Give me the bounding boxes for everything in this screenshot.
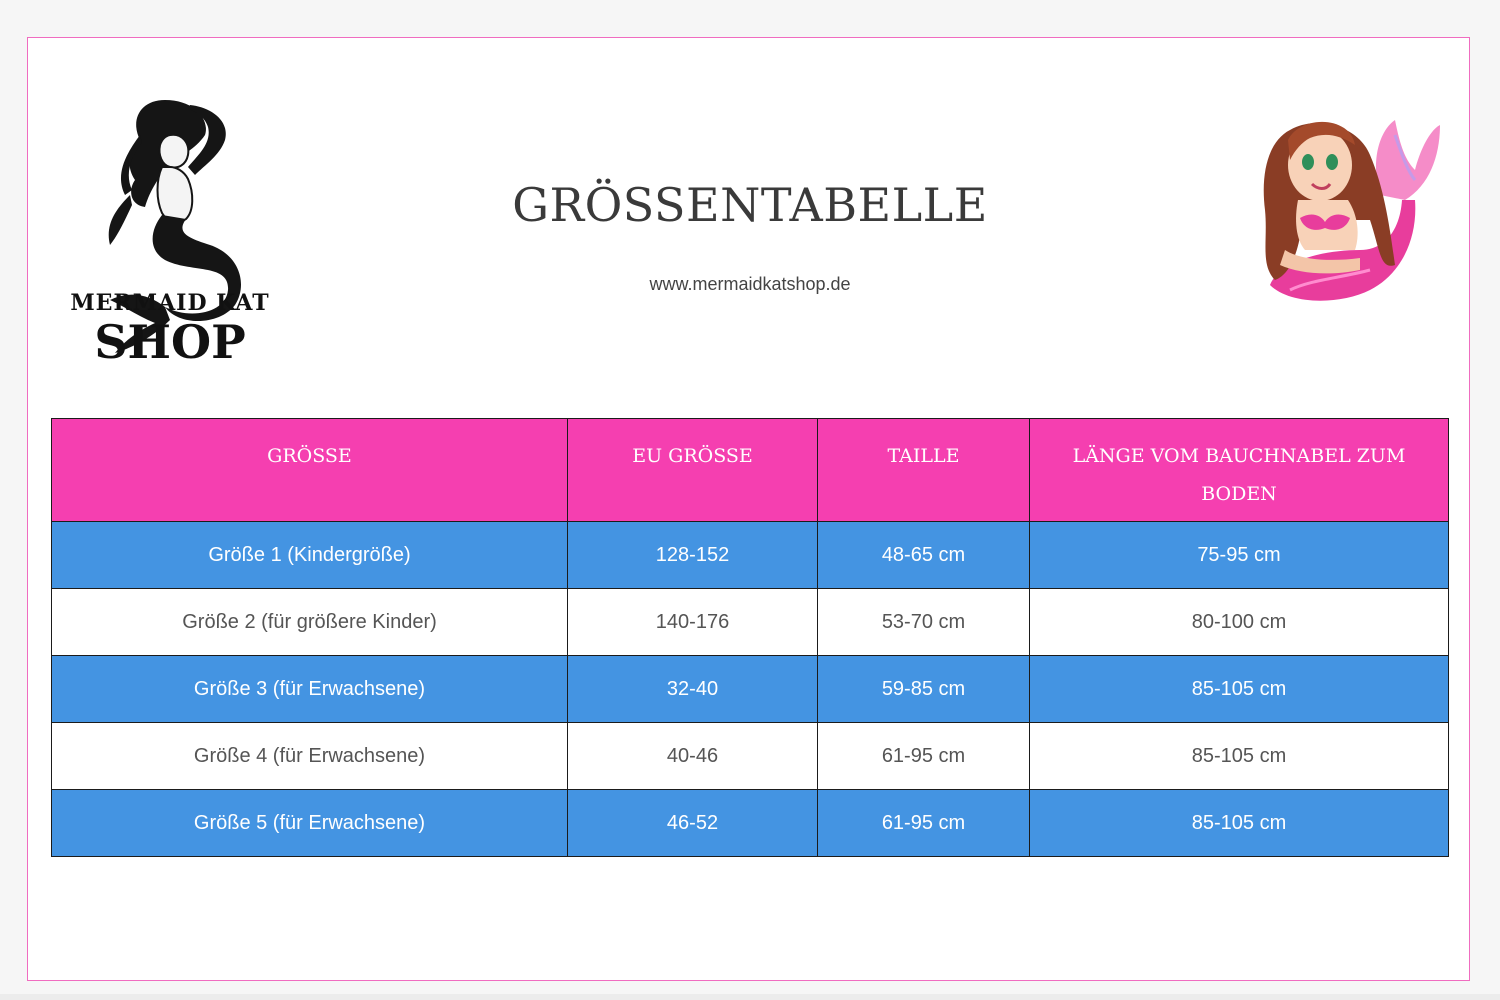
cell-size: Größe 5 (für Erwachsene) bbox=[52, 790, 568, 857]
cell-waist: 48-65 cm bbox=[818, 522, 1030, 589]
table-header-row bbox=[52, 419, 1449, 522]
cell-size: Größe 4 (für Erwachsene) bbox=[52, 723, 568, 790]
cell-length: 80-100 cm bbox=[1030, 589, 1449, 656]
cell-size: Größe 1 (Kindergröße) bbox=[52, 522, 568, 589]
table-row bbox=[52, 656, 1449, 723]
logo-subtitle: SHOP bbox=[94, 315, 246, 369]
column-header-length: LÄNGE VOM BAUCHNABEL ZUM BODEN bbox=[1030, 419, 1449, 522]
cell-length: 85-105 cm bbox=[1030, 656, 1449, 723]
cell-size: Größe 2 (für größere Kinder) bbox=[52, 589, 568, 656]
cell-eu-size: 40-46 bbox=[568, 723, 818, 790]
cell-waist: 61-95 cm bbox=[818, 723, 1030, 790]
cell-eu-size: 140-176 bbox=[568, 589, 818, 656]
column-header-waist: TAILLE bbox=[818, 419, 1030, 522]
column-header-size: GRÖSSE bbox=[52, 419, 568, 522]
logo-title: MERMAID KAT bbox=[70, 290, 270, 316]
table-row bbox=[52, 589, 1449, 656]
cell-eu-size: 46-52 bbox=[568, 790, 818, 857]
cell-eu-size: 128-152 bbox=[568, 522, 818, 589]
column-header-eu-size: EU GRÖSSE bbox=[568, 419, 818, 522]
cell-waist: 53-70 cm bbox=[818, 589, 1030, 656]
table-row bbox=[52, 790, 1449, 857]
cell-length: 85-105 cm bbox=[1030, 723, 1449, 790]
cell-length: 75-95 cm bbox=[1030, 522, 1449, 589]
bottom-strip bbox=[0, 994, 1500, 1000]
cell-eu-size: 32-40 bbox=[568, 656, 818, 723]
mermaid-illustration-icon bbox=[1230, 100, 1450, 315]
website-url: www.mermaidkatshop.de bbox=[649, 274, 851, 294]
cell-size: Größe 3 (für Erwachsene) bbox=[52, 656, 568, 723]
table-row bbox=[52, 522, 1449, 589]
cell-length: 85-105 cm bbox=[1030, 790, 1449, 857]
cell-waist: 59-85 cm bbox=[818, 656, 1030, 723]
cell-waist: 61-95 cm bbox=[818, 790, 1030, 857]
table-row bbox=[52, 723, 1449, 790]
page-title: GRÖSSENTABELLE bbox=[512, 178, 988, 232]
size-chart-table bbox=[51, 418, 1449, 857]
